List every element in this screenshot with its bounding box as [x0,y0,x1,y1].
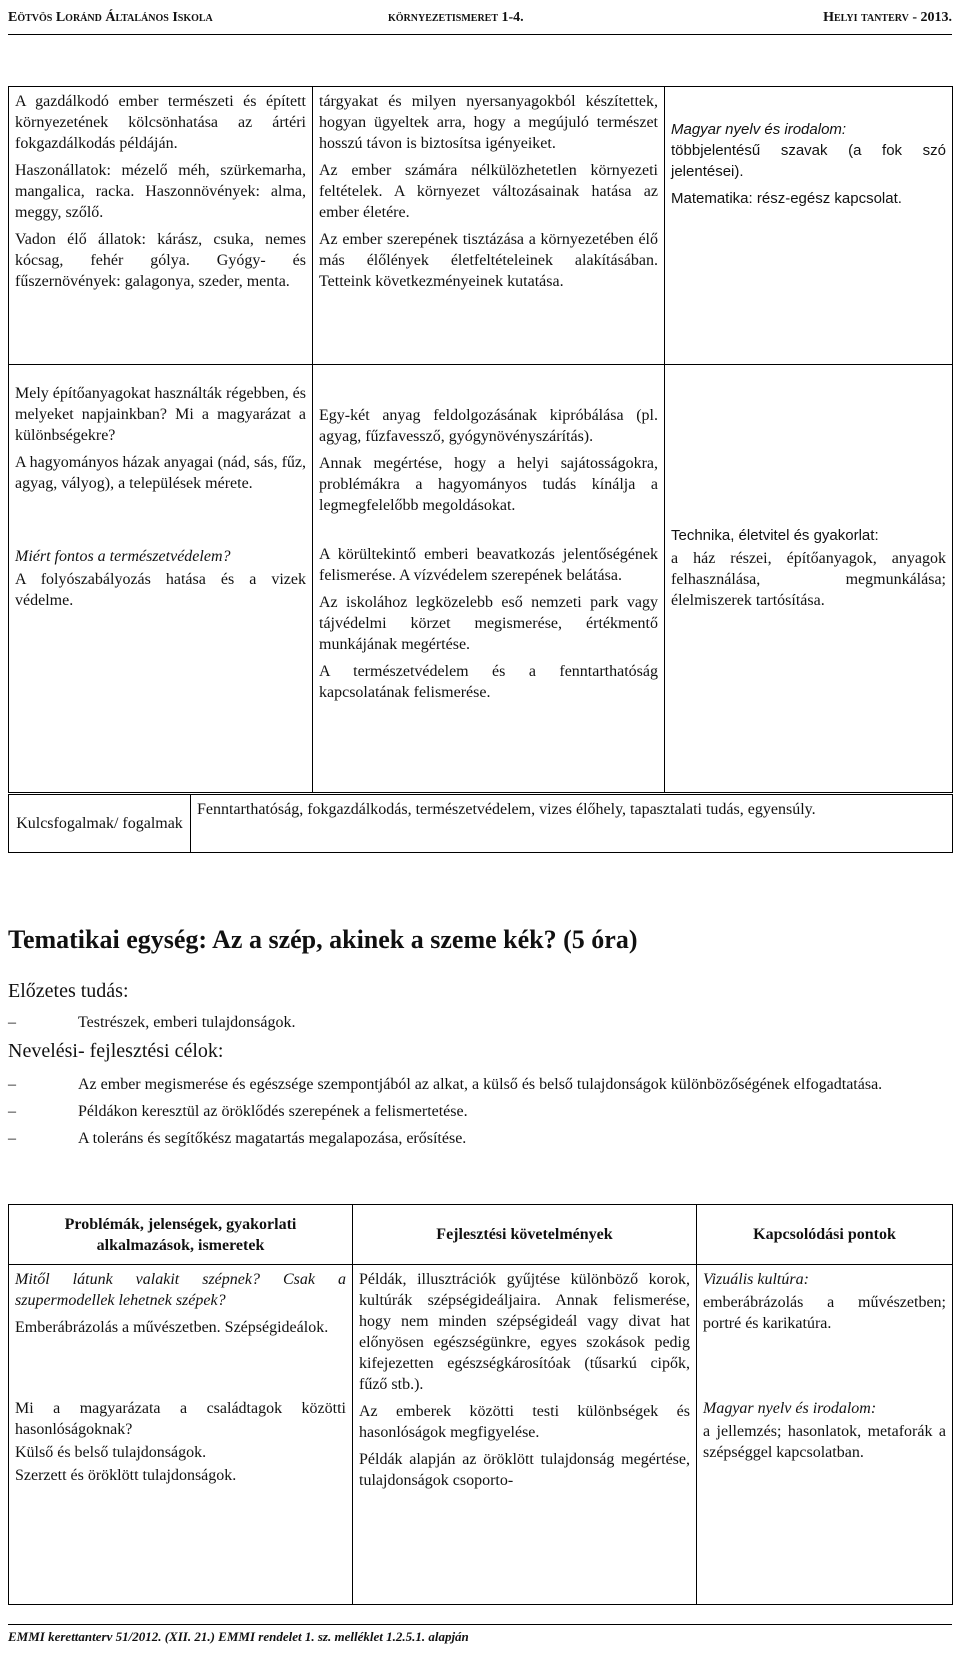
column-header: Kapcsolódási pontok [697,1205,953,1265]
paragraph: tárgyakat és milyen nyersanyagokból készítettek, hogyan ügyeltek arra, hogy a megújuló természet hosszú távon is biztosítsa igényeiket. [319,93,658,152]
subject-label: Vizuális kultúra: [703,1271,809,1288]
page-footer [8,1624,952,1645]
paragraph: Vadon élő állatok: kárász, csuka, nemes kócsag, fehér gólya. Gyógy- és fűszernövények: galagonya, szeder, menta. [15,231,306,290]
connections-cell [665,87,953,365]
list-item: – Testrészek, emberi tulajdonságok. [8,1012,952,1033]
table-row [9,1265,953,1605]
paragraph: a ház részei, építőanyagok, anyagok felhasználása, megmunkálása; élelmiszerek tartósítása. [671,550,946,609]
paragraph: A körültekintő emberi beavatkozás jelentőségének felismerése. A vízvédelem szerepének belátása. [319,546,658,584]
paragraph: A gazdálkodó ember természeti és épített környezetének kölcsönhatása az ártéri fokgazdálkodás példáján. [15,93,306,152]
paragraph: Haszonállatok: mézelő méh, szürkemarha, mangalica, racka. Haszonnövények: alma, meggy, szőlő. [15,162,306,221]
requirements-cell [313,87,665,365]
table-header-row [9,1205,953,1265]
unit-table [8,1204,953,1605]
problems-cell [9,365,313,793]
problems-cell [9,1265,353,1605]
goals-list [8,1074,952,1155]
list-item: – A toleráns és segítőkész magatartás megalapozása, erősítése. [8,1128,952,1149]
connections-cell [697,1265,953,1605]
page-header [8,10,952,32]
question-italic: Mitől látunk valakit szépnek? Csak a szupermodellek lehetnek szépek? [15,1271,346,1309]
prior-knowledge-list [8,1012,952,1039]
key-concepts-table [8,794,953,853]
topic-table [8,86,953,793]
column-header: Fejlesztési követelmények [353,1205,697,1265]
paragraph: Annak megértése, hogy a helyi sajátosságokra, problémákra a hagyományos tudás kínálja a legmegfelelőbb megoldásokat. [319,455,658,514]
problems-cell [9,87,313,365]
paragraph: Matematika: rész-egész kapcsolat. [671,190,902,207]
goals-heading: Nevelési- fejlesztési célok: [8,1040,224,1062]
paragraph: Egy-két anyag feldolgozásának kipróbálása (pl. agyag, fűzfavessző, gyógynövényszárítás). [319,407,658,445]
paragraph: Mi a magyarázata a családtagok közötti hasonlóságoknak? [15,1400,346,1438]
connections-cell [665,365,953,793]
paragraph: A természetvédelem és a fenntarthatóság kapcsolatának felismerése. [319,663,658,701]
key-concepts-text: Fenntarthatóság, fokgazdálkodás, természetvédelem, vizes élőhely, tapasztalati tudás, egyensúly. [191,795,953,853]
paragraph: emberábrázolás a művészetben; portré és karikatúra. [703,1294,946,1332]
table-row [9,365,953,793]
paragraph: Szerzett és öröklött tulajdonságok. [15,1467,237,1484]
subject-label: Magyar nyelv és irodalom: [671,121,847,138]
requirements-cell [353,1265,697,1605]
column-header: Problémák, jelenségek, gyakorlati alkalmazások, ismeretek [9,1205,353,1265]
header-divider [8,34,952,35]
paragraph: Példák alapján az öröklött tulajdonság megértése, tulajdonságok csoporto- [359,1451,690,1489]
paragraph: többjelentésű szavak (a fok szó jelentései). [671,142,946,180]
paragraph: Példák, illusztrációk gyűjtése különböző korok, kultúrák szépségideáljaira. Annak felismerése, hogy nem minden szépségideál vagy divat hat előnyösen egészségünkre, egyes szokások pedig kifejezetten egészségkárosítóak (tűsarkú cipők, fűző stb.). [359,1271,690,1393]
paragraph: A folyószabályozás hatása és a vizek védelme. [15,571,306,609]
curriculum-label: Helyi tanterv - 2013. [823,10,952,25]
paragraph: Az ember számára nélkülözhetetlen környezeti feltételek. A környezet változásainak hatása az ember életére. [319,162,658,221]
subject-label: Technika, életvitel és gyakorlat: [671,527,879,544]
paragraph: Külső és belső tulajdonságok. [15,1444,207,1461]
subject-label: Magyar nyelv és irodalom: [703,1400,877,1417]
paragraph: Mely építőanyagokat használták régebben, és melyeket napjainkban? Mi a magyarázat a különbségekre? [15,385,306,444]
table-row [9,87,953,365]
question-italic: Miért fontos a természetvédelem? [15,548,231,565]
list-item: – Példákon keresztül az öröklődés szerepének a felismertetése. [8,1101,952,1122]
paragraph: Az iskolához legközelebb eső nemzeti park vagy tájvédelmi körzet megismerése, értékmentő munkájának megértése. [319,594,658,653]
subject-name: környezetismeret 1-4. [388,10,524,25]
footer-text: EMMI kerettanterv 51/2012. (XII. 21.) EMMI rendelet 1. sz. melléklet 1.2.5.1. alapján [8,1629,469,1644]
paragraph: Az ember szerepének tisztázása a környezetében élő más élőlények életfeltételeinek alakításában. Tetteink következményeinek kutatása. [319,231,658,290]
unit-title: Tematikai egység: Az a szép, akinek a szeme kék? (5 óra) [8,925,638,954]
list-item: – Az ember megismerése és egészsége szempontjából az alkat, a külső és belső tulajdonságok különbözőségének elfogadtatása. [8,1074,952,1095]
prior-knowledge-heading: Előzetes tudás: [8,980,129,1002]
table-row [9,795,953,853]
paragraph: a jellemzés; hasonlatok, metaforák a szépséggel kapcsolatban. [703,1423,946,1461]
school-name: Eötvös Loránd Általános Iskola [8,10,213,25]
paragraph: A hagyományos házak anyagai (nád, sás, fűz, agyag, vályog), a települések mérete. [15,454,307,492]
requirements-cell [313,365,665,793]
key-concepts-label: Kulcsfogalmak/ fogalmak [9,795,191,853]
paragraph: Az emberek közötti testi különbségek és hasonlóságok megfigyelése. [359,1403,690,1441]
paragraph: Emberábrázolás a művészetben. Szépségideálok. [15,1319,329,1336]
